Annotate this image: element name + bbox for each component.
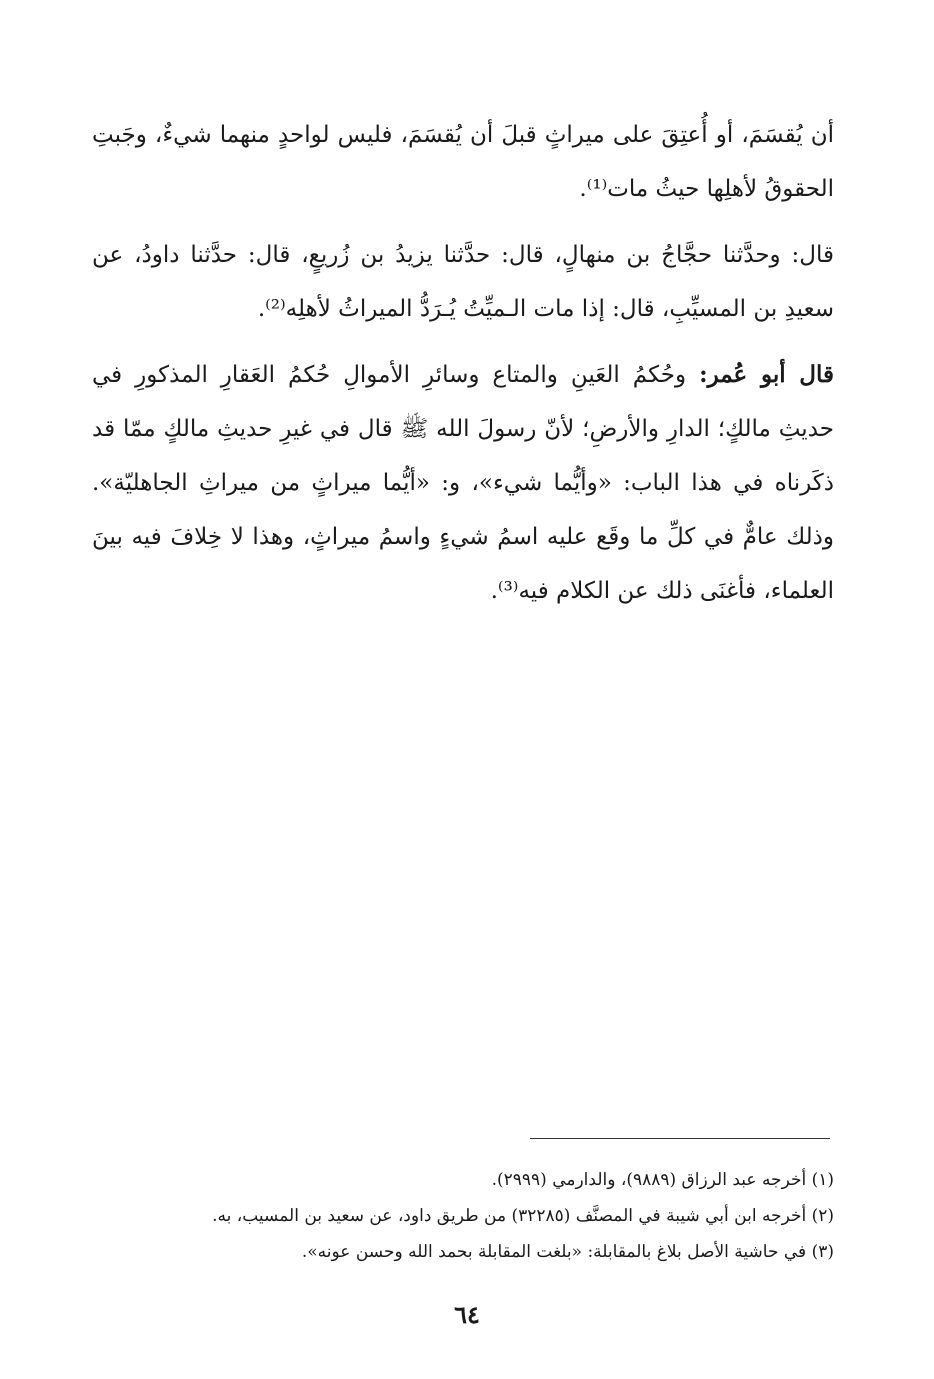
page-number: ٦٤ <box>454 1300 480 1329</box>
paragraph-3-body: وحُكمُ العَينِ والمتاع وسائرِ الأموالِ حُكمُ العَقارِ المذكورِ في حديثِ مالكٍ؛ الدارِ والأرضِ؛ لأنّ رسولَ الله ﷺ قال في غيرِ حديثِ مالكٍ ممّا قد ذكَرناه في هذا الباب: «وأيُّما شيء»، و: «أيُّما ميراثٍ من ميراثِ الجاهليّة». وذلك عامٌّ في كلِّ ما وقَع عليه اسمُ شيءٍ واسمُ ميراثٍ، وهذا لا خِلافَ فيه بينَ العلماء، فأغنَى ذلك عن الكلام فيه⁽³⁾. <box>92 362 834 604</box>
footnote-divider <box>530 1138 830 1139</box>
main-text-block <box>92 108 834 630</box>
paragraph-2: قال: وحدَّثنا حجَّاجُ بن منهالٍ، قال: حدَّثنا يزيدُ بن زُريعٍ، قال: حدَّثنا داودُ، عن سعيدِ بن المسيِّبِ، قال: إذا مات الـميِّتُ يُـرَدُّ الميراثُ لأهلِه⁽²⁾. <box>92 242 834 322</box>
paragraph-3 <box>92 348 834 618</box>
footnotes-block <box>92 1162 834 1270</box>
footnote-3: (٣) في حاشية الأصل بلاغ بالمقابلة: «بلغت المقابلة بحمد الله وحسن عونه». <box>301 1242 834 1262</box>
paragraph-1: أن يُقسَمَ، أو أُعتِقَ على ميراثٍ قبلَ أن يُقسَمَ، فليس لواحدٍ منهما شيءٌ، وجَبتِ الحقوقُ لأهلِها حيثُ مات⁽¹⁾. <box>92 122 834 202</box>
paragraph-3-lead: قال أبو عُمر: <box>699 361 834 388</box>
footnote-1: (١) أخرجه عبد الرزاق (٩٨٨٩)، والدارمي (٢٩٩٩). <box>491 1170 834 1190</box>
footnote-2: (٢) أخرجه ابن أبي شيبة في المصنَّف (٣٢٢٨٥) من طريق داود، عن سعيد بن المسيب، به. <box>212 1206 834 1226</box>
